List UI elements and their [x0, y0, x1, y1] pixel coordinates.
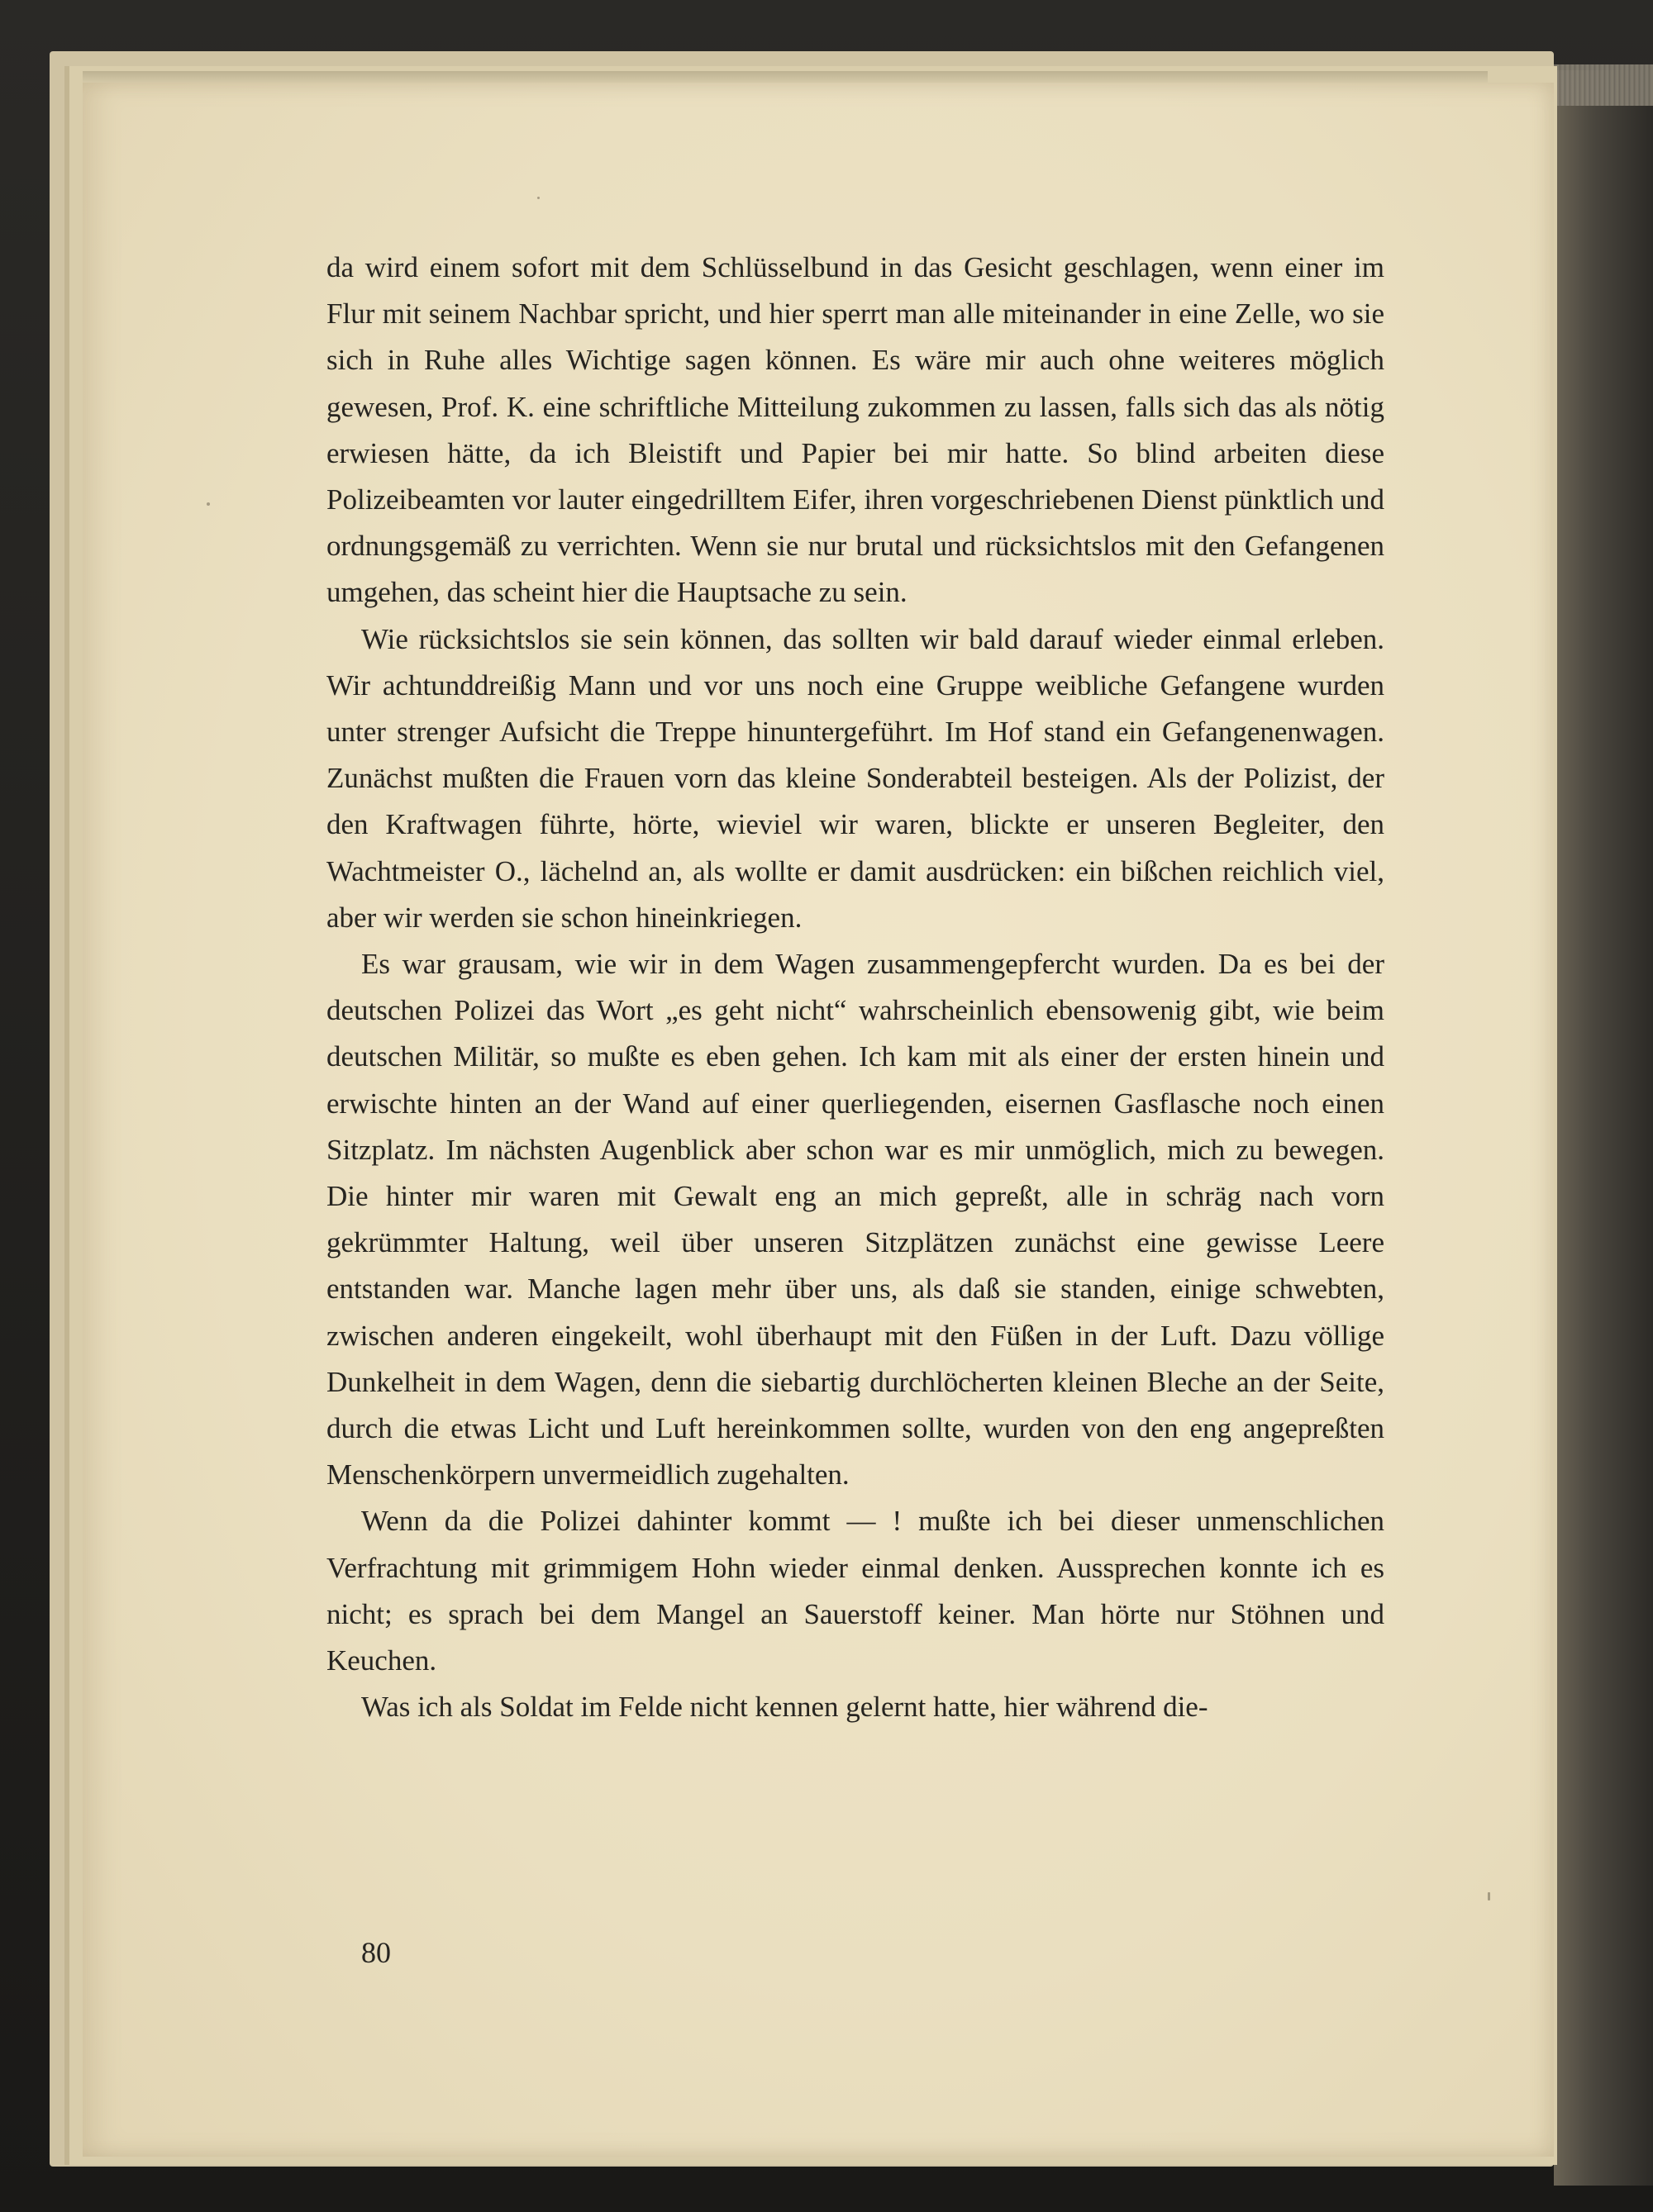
- page-number: 80: [361, 1936, 391, 1969]
- facing-page-edge: [1554, 70, 1653, 2186]
- paper-speck: [1488, 1892, 1490, 1900]
- paragraph-4: Wenn da die Polizei dahinter kommt — ! mußte ich bei dieser unmenschlichen Verfrachtung mit grimmigem Hohn wieder einmal denken. Aussprechen konnte ich es nicht; es sprach bei dem Mangel an Sauerstoff keiner. Man hörte nur Stöhnen und Keuchen.: [326, 1505, 1384, 1677]
- paragraph-3: Es war grausam, wie wir in dem Wagen zusammengepfercht wurden. Da es bei der deutschen Polizei das Wort „es geht nicht“ wahrscheinlich ebensowenig gibt, wie beim deutschen Militär, so mußte es eben gehen. Ich kam mit als einer der ersten hinein und erwischte hinten an der Wand auf einer querliegenden, eisernen Gasflasche noch einen Sitzplatz. Im nächsten Augenblick aber schon war es mir unmöglich, mich zu bewegen. Die hinter mir waren mit Gewalt eng an mich gepreßt, alle in schräg nach vorn gekrümmter Haltung, weil über unseren Sitzplätzen zunächst eine gewisse Leere entstanden war. Manche lagen mehr über uns, als daß sie standen, einige schwebten, zwischen anderen eingekeilt, wohl überhaupt mit den Füßen in der Luft. Dazu völlige Dunkelheit in dem Wagen, denn die siebartig durchlöcherten kleinen Bleche an der Seite, durch die etwas Licht und Luft hereinkommen sollte, wurden von den eng angepreßten Menschenkörpern unvermeidlich zugehalten.: [326, 948, 1384, 1491]
- paper-speck: [537, 197, 540, 199]
- paragraph-5: Was ich als Soldat im Felde nicht kennen gelernt hatte, hier während die-: [361, 1691, 1208, 1724]
- body-text: [326, 245, 1384, 1731]
- paragraph-1: da wird einem sofort mit dem Schlüsselbund in das Gesicht geschlagen, wenn einer im Flur mit seinem Nachbar spricht, und hier sperrt man alle miteinander in eine Zelle, wo sie sich in Ruhe alles Wichtige sagen können. Es wäre mir auch ohne weiteres möglich gewesen, Prof. K. eine schriftliche Mitteilung zukommen zu lassen, falls sich das als nötig erwiesen hätte, da ich Bleistift und Papier bei mir hatte. So blind arbeiten diese Polizeibeamten vor lauter eingedrilltem Eifer, ihren vorgeschriebenen Dienst pünktlich und ordnungsgemäß zu verrichten. Wenn sie nur brutal und rücksichtslos mit den Gefangenen umgehen, das scheint hier die Hauptsache zu sein.: [326, 251, 1384, 609]
- paragraph-2: Wie rücksichtslos sie sein können, das sollten wir bald darauf wieder einmal erleben. Wir achtunddreißig Mann und vor uns noch eine Gruppe weibliche Gefangene wurden unter strenger Aufsicht die Treppe hinuntergeführt. Im Hof stand ein Gefangenenwagen. Zunächst mußten die Frauen vorn das kleine Sonderabteil besteigen. Als der Polizist, der den Kraftwagen führte, hörte, wieviel wir waren, blickte er unseren Begleiter, den Wachtmeister O., lächelnd an, als wollte er damit ausdrücken: ein bißchen reichlich viel, aber wir werden sie schon hineinkriegen.: [326, 622, 1384, 934]
- paper-speck: [207, 502, 210, 506]
